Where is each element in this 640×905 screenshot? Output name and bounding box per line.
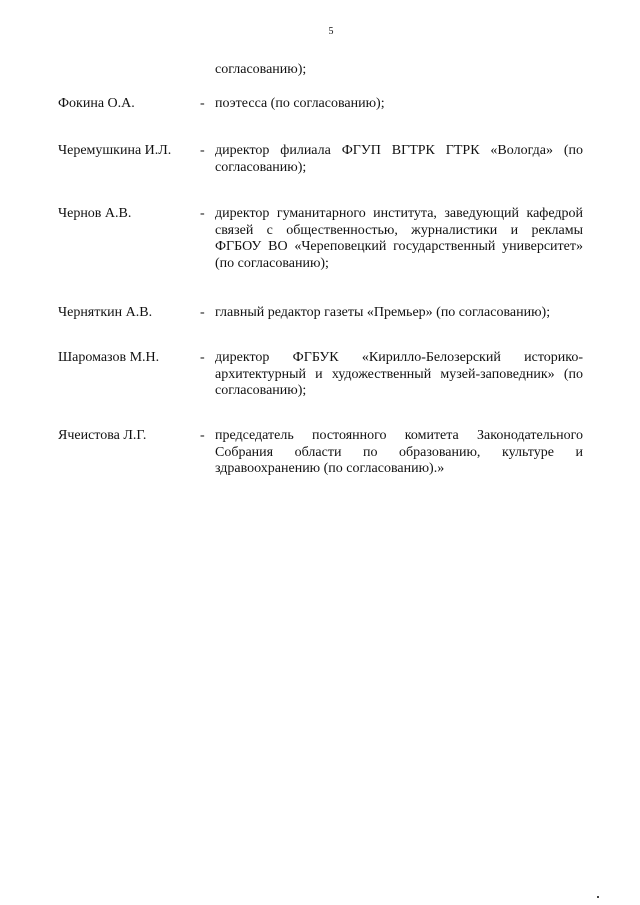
scan-speck: [597, 896, 599, 898]
dash-separator: -: [200, 96, 205, 111]
dash-separator: -: [200, 143, 205, 158]
member-name: Чернов А.В.: [58, 206, 132, 221]
member-position: поэтесса (по согласованию);: [215, 96, 385, 111]
member-position: директор гуманитарного института, заведующий кафедрой связей с общественностью, журналистики и рекламы ФГБОУ ВО «Череповецкий государственный университет» (по согласованию);: [215, 206, 583, 271]
continuation-text: согласованию);: [215, 62, 307, 77]
page-number: 5: [328, 26, 334, 37]
dash-separator: -: [200, 305, 205, 320]
dash-separator: -: [200, 350, 205, 365]
member-position: главный редактор газеты «Премьер» (по согласованию);: [215, 305, 551, 320]
dash-separator: -: [200, 428, 205, 443]
member-name: Черемушкина И.Л.: [58, 143, 172, 158]
member-position: директор филиала ФГУП ВГТРК ГТРК «Вологда» (по согласованию);: [215, 143, 583, 175]
member-name: Шаромазов М.Н.: [58, 350, 160, 365]
member-name: Черняткин А.В.: [58, 305, 153, 320]
member-position: директор ФГБУК «Кирилло-Белозерский историко-архитектурный и художественный музей-заповедник» (по согласованию);: [215, 350, 583, 398]
member-name: Ячеистова Л.Г.: [58, 428, 147, 443]
dash-separator: -: [200, 206, 205, 221]
member-position: председатель постоянного комитета Законодательного Собрания области по образованию, культуре и здравоохранению (по согласованию).»: [215, 428, 583, 476]
member-name: Фокина О.А.: [58, 96, 135, 111]
